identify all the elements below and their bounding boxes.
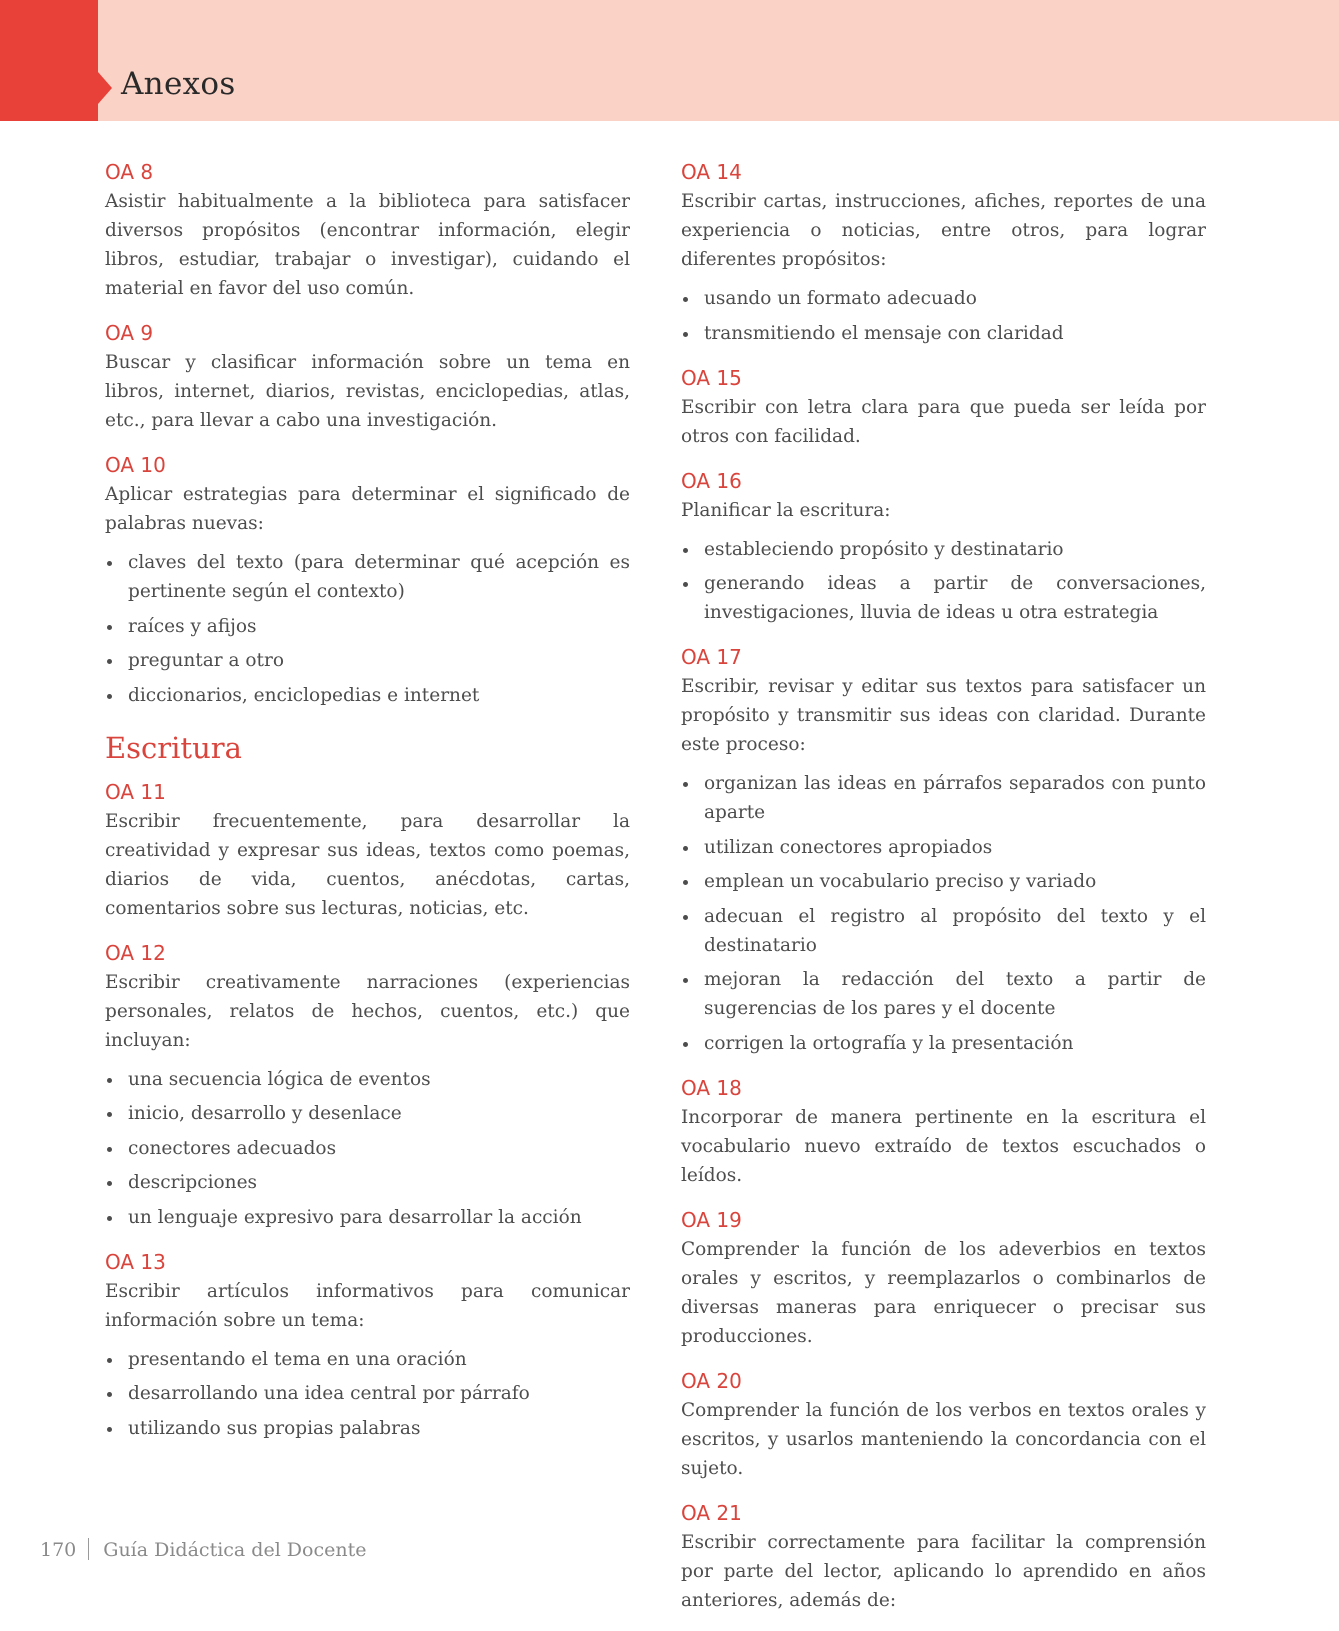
footer-divider [88, 1538, 89, 1560]
list-item-text: conectores adecuados [128, 1137, 337, 1159]
left-column [105, 158, 630, 1459]
oa-text: Planificar la escritura: [681, 499, 891, 521]
chapter-tab [0, 0, 118, 121]
list-item [681, 769, 1206, 827]
oa-label: OA 8 [105, 160, 154, 184]
list-item [105, 612, 630, 641]
list-item-text: transmitiendo el mensaje con claridad [704, 322, 1064, 344]
oa-label: OA 9 [105, 321, 154, 345]
oa-block [105, 319, 630, 435]
list-item [681, 284, 1206, 313]
bullet-icon [107, 1427, 112, 1432]
list-item-text: descripciones [128, 1172, 258, 1193]
bullet-icon [107, 1216, 112, 1221]
bullet-icon [107, 659, 112, 664]
list-item [681, 319, 1206, 348]
bullet-list [105, 1345, 630, 1443]
oa-label: OA 19 [681, 1207, 742, 1232]
bullet-icon [107, 625, 112, 630]
oa-label: OA 18 [681, 1075, 742, 1100]
page-title: Anexos [121, 66, 236, 102]
bullet-icon [683, 548, 688, 553]
list-item-text: inicio, desarrollo y desenlace [128, 1103, 402, 1124]
oa-text: Escribir, revisar y editar sus textos para satisfacer un propósito y transmitir sus ideas con claridad. Durante este proceso: [681, 676, 1206, 755]
oa-label: OA 12 [105, 940, 166, 965]
oa-block [681, 1206, 1206, 1351]
oa-label: OA 16 [681, 468, 742, 493]
list-item-text: generando ideas a partir de conversaciones, investigaciones, lluvia de ideas u otra estrategia [704, 573, 1206, 623]
bullet-icon [683, 915, 688, 920]
bullet-icon [107, 1358, 112, 1363]
bullet-icon [107, 1078, 112, 1083]
bullet-icon [683, 978, 688, 983]
section-heading: Escritura [105, 730, 242, 765]
list-item [105, 646, 630, 675]
oa-text: Comprender la función de los verbos en textos orales y escritos, y usarlos manteniendo la concordancia con el sujeto. [681, 1399, 1206, 1479]
oa-block [105, 778, 630, 923]
oa-block [105, 451, 630, 710]
right-column [681, 158, 1206, 1631]
oa-label: OA 17 [681, 645, 742, 669]
oa-text: Escribir frecuentemente, para desarrollar la creatividad y expresar sus ideas, textos como poemas, diarios de vida, cuentos, anécdotas, cartas, comentarios sobre sus lecturas, noticias, etc. [105, 810, 630, 919]
list-item [105, 681, 630, 710]
bullet-icon [683, 1042, 688, 1047]
list-item-text: desarrollando una idea central por párrafo [128, 1383, 530, 1404]
oa-text: Aplicar estrategias para determinar el significado de palabras nuevas: [105, 484, 630, 534]
page-number: 170 [40, 1539, 77, 1561]
list-item [105, 548, 630, 606]
bullet-icon [683, 297, 688, 302]
list-item-text: mejoran la redacción del texto a partir de sugerencias de los pares y el docente [704, 969, 1206, 1019]
list-item [681, 965, 1206, 1023]
bullet-icon [107, 1392, 112, 1397]
list-item [105, 1065, 630, 1094]
book-title: Guía Didáctica del Docente [103, 1539, 367, 1561]
oa-block [681, 643, 1206, 1058]
oa-label: OA 10 [105, 453, 166, 477]
list-item-text: estableciendo propósito y destinatario [704, 538, 1064, 560]
bullet-list [681, 284, 1206, 348]
list-item-text: un lenguaje expresivo para desarrollar la acción [128, 1206, 582, 1228]
list-item-text: organizan las ideas en párrafos separados con punto aparte [704, 773, 1206, 823]
bullet-icon [107, 1181, 112, 1186]
list-item-text: una secuencia lógica de eventos [128, 1068, 431, 1090]
list-item [105, 1414, 630, 1443]
list-item [681, 833, 1206, 862]
bullet-icon [683, 846, 688, 851]
list-item [681, 902, 1206, 960]
list-item-text: corrigen la ortografía y la presentación [704, 1032, 1074, 1054]
bullet-icon [107, 1112, 112, 1117]
page-footer [40, 1538, 366, 1561]
oa-label: OA 20 [681, 1368, 742, 1393]
bullet-icon [107, 694, 112, 699]
oa-block [105, 158, 630, 303]
oa-text: Incorporar de manera pertinente en la escritura el vocabulario nuevo extraído de textos escuchados o leídos. [681, 1106, 1206, 1186]
list-item-text: presentando el tema en una oración [128, 1348, 467, 1370]
oa-block [681, 467, 1206, 628]
oa-label: OA 15 [681, 365, 742, 390]
oa-text: Comprender la función de los adeverbios en textos orales y escritos, y reemplazarlos o combinarlos de diversas maneras para enriquecer o precisar sus producciones. [681, 1238, 1206, 1347]
oa-block [681, 1499, 1206, 1615]
list-item [105, 1345, 630, 1374]
list-item-text: raíces y afijos [128, 615, 257, 637]
oa-text: Escribir con letra clara para que pueda ser leída por otros con facilidad. [681, 396, 1206, 447]
oa-block [105, 939, 630, 1232]
oa-text: Asistir habitualmente a la biblioteca para satisfacer diversos propósitos (encontrar información, elegir libros, estudiar, trabajar o investigar), cuidando el material en favor del uso común. [105, 191, 630, 299]
list-item-text: usando un formato adecuado [704, 288, 977, 309]
list-item-text: utilizan conectores apropiados [704, 836, 993, 858]
bullet-icon [107, 1147, 112, 1152]
list-item [681, 1029, 1206, 1058]
oa-label: OA 14 [681, 160, 742, 184]
list-item [105, 1134, 630, 1163]
bullet-icon [683, 582, 688, 587]
list-item-text: utilizando sus propias palabras [128, 1417, 421, 1439]
header-band [0, 0, 1339, 121]
list-item [105, 1168, 630, 1197]
bullet-list [105, 548, 630, 710]
list-item [105, 1379, 630, 1408]
oa-text: Escribir creativamente narraciones (experiencias personales, relatos de hechos, cuentos, etc.) que incluyan: [105, 971, 630, 1051]
list-item-text: emplean un vocabulario preciso y variado [704, 871, 1097, 892]
list-item [105, 1203, 630, 1232]
oa-label: OA 11 [105, 779, 166, 804]
oa-text: Buscar y clasificar información sobre un tema en libros, internet, diarios, revistas, enciclopedias, atlas, etc., para llevar a cabo una investigación. [105, 352, 630, 431]
bullet-list [681, 769, 1206, 1058]
bullet-icon [107, 561, 112, 566]
bullet-list [681, 535, 1206, 628]
bullet-icon [683, 332, 688, 337]
oa-text: Escribir correctamente para facilitar la comprensión por parte del lector, aplicando lo aprendido en años anteriores, además de: [681, 1531, 1206, 1611]
bullet-list [105, 1065, 630, 1232]
oa-block [681, 364, 1206, 451]
oa-label: OA 21 [681, 1500, 742, 1525]
oa-text: Escribir artículos informativos para comunicar información sobre un tema: [105, 1280, 630, 1331]
list-item [681, 535, 1206, 564]
list-item [681, 569, 1206, 627]
oa-block [681, 1367, 1206, 1483]
oa-label: OA 13 [105, 1249, 166, 1274]
list-item-text: preguntar a otro [128, 650, 284, 671]
list-item [681, 867, 1206, 896]
list-item-text: diccionarios, enciclopedias e internet [128, 684, 480, 706]
bullet-icon [683, 880, 688, 885]
oa-block [681, 158, 1206, 348]
oa-block [681, 1074, 1206, 1190]
oa-block [105, 1248, 630, 1443]
list-item [105, 1099, 630, 1128]
oa-text: Escribir cartas, instrucciones, afiches, reportes de una experiencia o noticias, entre otros, para lograr diferentes propósitos: [681, 191, 1206, 270]
list-item-text: claves del texto (para determinar qué acepción es pertinente según el contexto) [128, 552, 630, 602]
bullet-icon [683, 782, 688, 787]
list-item-text: adecuan el registro al propósito del texto y el destinatario [704, 905, 1206, 956]
